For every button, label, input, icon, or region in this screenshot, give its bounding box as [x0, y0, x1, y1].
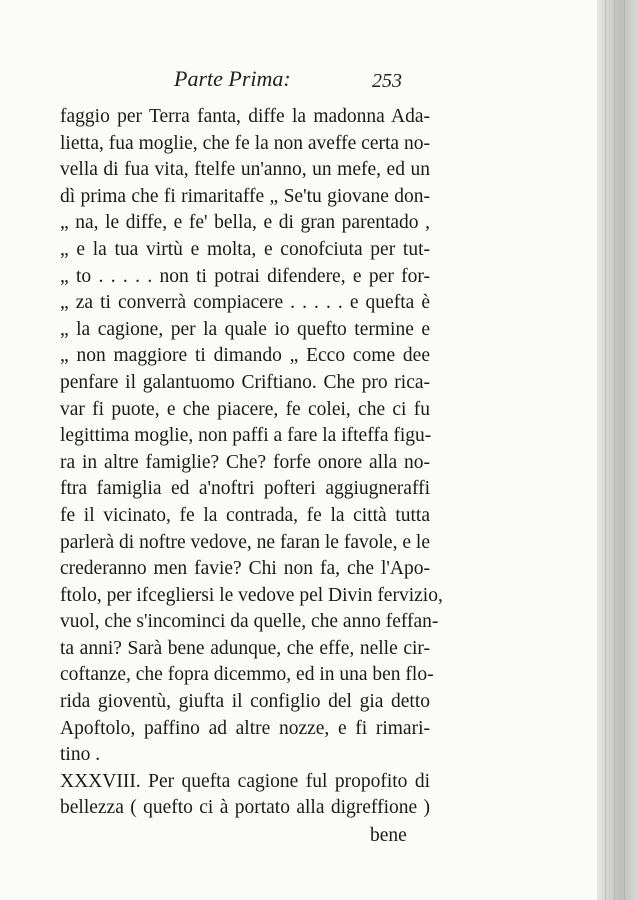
text-line: ra in altre famiglie? Che? forfe onore alla no- — [60, 451, 430, 473]
text-line: dì prima che fi rimaritaffe „ Se'tu giovane don- — [60, 185, 430, 207]
text-line: tino . — [60, 744, 101, 766]
running-title: Parte Prima: — [174, 66, 291, 91]
page-edge-shadow — [597, 0, 637, 900]
text-line: Apoftolo, paffino ad altre nozze, e fi rimari- — [60, 717, 430, 739]
text-line: legittima moglie, non paffi a fare la ifteffa figu- — [60, 425, 432, 447]
text-line: fe il vicinato, fe la contrada, fe la città tutta — [60, 504, 430, 526]
text-line: coftanze, che fopra dicemmo, ed in una ben flo- — [60, 664, 434, 686]
text-line: ta anni? Sarà bene adunque, che effe, nelle cir- — [60, 637, 430, 659]
edge-line — [614, 0, 615, 900]
edge-line — [624, 0, 625, 900]
text-line: bellezza ( quefto ci à portato alla digreffione ) — [60, 797, 430, 819]
text-line: „ za ti converrà compiacere . . . . . e quefta è — [60, 292, 430, 314]
text-line: „ na, le diffe, e fe' bella, e di gran parentado , — [60, 212, 430, 234]
text-line: rida gioventù, giufta il configlio del gia detto — [60, 691, 430, 713]
text-line: „ e la tua virtù e molta, e conofciuta per tut- — [60, 238, 430, 260]
text-line: crederanno men favie? Chi non fa, che l'Apo- — [60, 558, 430, 580]
edge-line — [605, 0, 606, 900]
text-line: vuol, che s'incominci da quelle, che anno feffan- — [60, 611, 439, 633]
catchword: bene — [370, 825, 407, 846]
text-line: faggio per Terra fanta, diffe la madonna Ada- — [60, 106, 430, 127]
text-line: „ la cagione, per la quale io quefto termine e — [60, 318, 430, 340]
text-line: ftolo, per ifcegliersi le vedove pel Divin fervizio, — [60, 584, 443, 606]
section-start-line: XXXVIII. Per quefta cagione ful propofito di — [60, 770, 430, 792]
text-line: parlerà di noftre vedove, ne faran le favole, e le — [60, 531, 430, 553]
text-line: vella di fua vita, ftelfe un'anno, un mefe, ed un — [60, 159, 430, 181]
body-text — [60, 104, 443, 822]
text-line: lietta, fua moglie, che fe la non aveffe certa no- — [60, 132, 430, 154]
text-line: „ to . . . . . non ti potrai difendere, e per for- — [60, 265, 430, 287]
page-number: 253 — [372, 70, 402, 92]
text-line: var fi puote, e che piacere, fe colei, che ci fu — [60, 398, 430, 420]
text-line: „ non maggiore ti dimando „ Ecco come dee — [60, 345, 430, 367]
text-line: penfare il galantuomo Criftiano. Che pro rica- — [60, 371, 430, 393]
text-line: ftra famiglia ed a'noftri pofteri aggiugneraffi — [60, 478, 430, 500]
